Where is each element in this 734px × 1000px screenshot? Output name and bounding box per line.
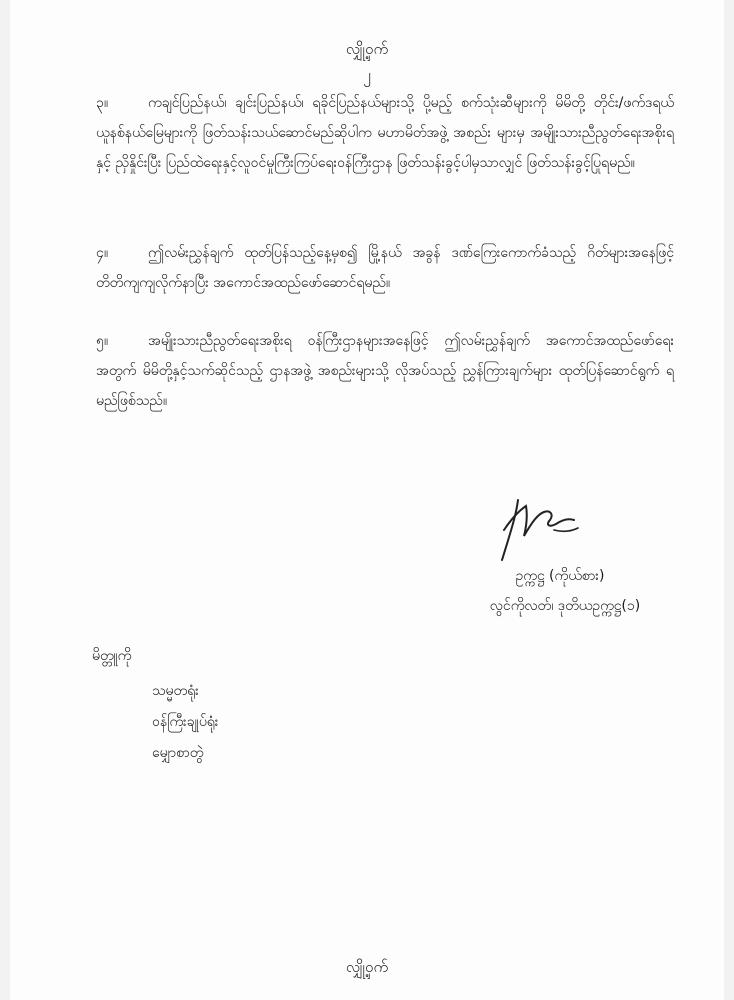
cc-recipient: ဝန်ကြီးချုပ်ရုံး [152, 714, 219, 730]
handwritten-signature [488, 488, 598, 568]
paragraph-text: ကချင်ပြည်နယ်၊ ချင်းပြည်နယ်၊ ရခိုင်ပြည်နယ်များသို့ ပို့မည့် စက်သုံးဆီများကို မိမိတို့ တိုင်း/ဖက်ဒရယ်ယူနစ်နယ်မြေများကို ဖြတ်သန်းသယ်ဆောင်မည်ဆိုပါက မဟာမိတ်အဖွဲ့ အစည်း များမှ အမျိုးသားညီညွတ်ရေးအစိုးရနှင့် ညှိနှိုင်းပြီး ပြည်ထဲရေးနှင့်လူဝင်မှုကြီးကြပ်ရေးဝန်ကြီးဌာန ဖြတ်သန်းခွင့်ပါမှသာလျှင် ဖြတ်သန်းခွင့်ပြုရမည်။ [96, 95, 674, 171]
cc-recipient: မျှောစာတွဲ [152, 745, 204, 761]
paragraph-5 [96, 326, 674, 416]
paragraph-number: ၅။ [96, 333, 109, 349]
cc-heading: မိတ္တူကို [92, 648, 132, 664]
paragraph-4 [96, 238, 674, 298]
page-number: ၂ [363, 65, 371, 84]
footer-classification: လျှို့ဝှက် [345, 958, 389, 976]
paragraph-number: ၃။ [96, 95, 109, 111]
signer-title: လွင်ကိုလတ်၊ ဒုတိယဥက္ကဋ္ဌ(၁) [489, 598, 641, 614]
header-classification: လျှို့ဝှက် [345, 40, 389, 58]
cc-recipient: သမ္မတရုံး [152, 683, 199, 699]
cc-recipient-list [152, 676, 218, 769]
document-page [10, 0, 724, 1000]
paragraph-3 [96, 88, 674, 178]
paragraph-text: ဤလမ်းညွှန်ချက် ထုတ်ပြန်သည့်နေ့မှစ၍ မြို့နယ် အခွန် ဒဏ်ကြေးကောက်ခံသည့် ဂိတ်များအနေဖြင့် တိတိကျကျလိုက်နာပြီး အကောင်အထည်ဖော်ဆောင်ရမည်။ [96, 245, 674, 291]
paragraph-text: အမျိုးသားညီညွတ်ရေးအစိုးရ ဝန်ကြီးဌာနများအနေဖြင့် ဤလမ်းညွှန်ချက် အကောင်အထည်ဖော်ရေးအတွက် မိမိတို့နှင့်သက်ဆိုင်သည့် ဌာနအဖွဲ့ အစည်းများသို့ လိုအပ်သည့် ညွှန်ကြားချက်များ ထုတ်ပြန်ဆောင်ရွက် ရမည်ဖြစ်သည်။ [96, 333, 674, 409]
paragraph-number: ၄။ [96, 245, 109, 261]
signer-name: ဥက္ကဋ္ဌ (ကိုယ်စား) [515, 568, 605, 584]
